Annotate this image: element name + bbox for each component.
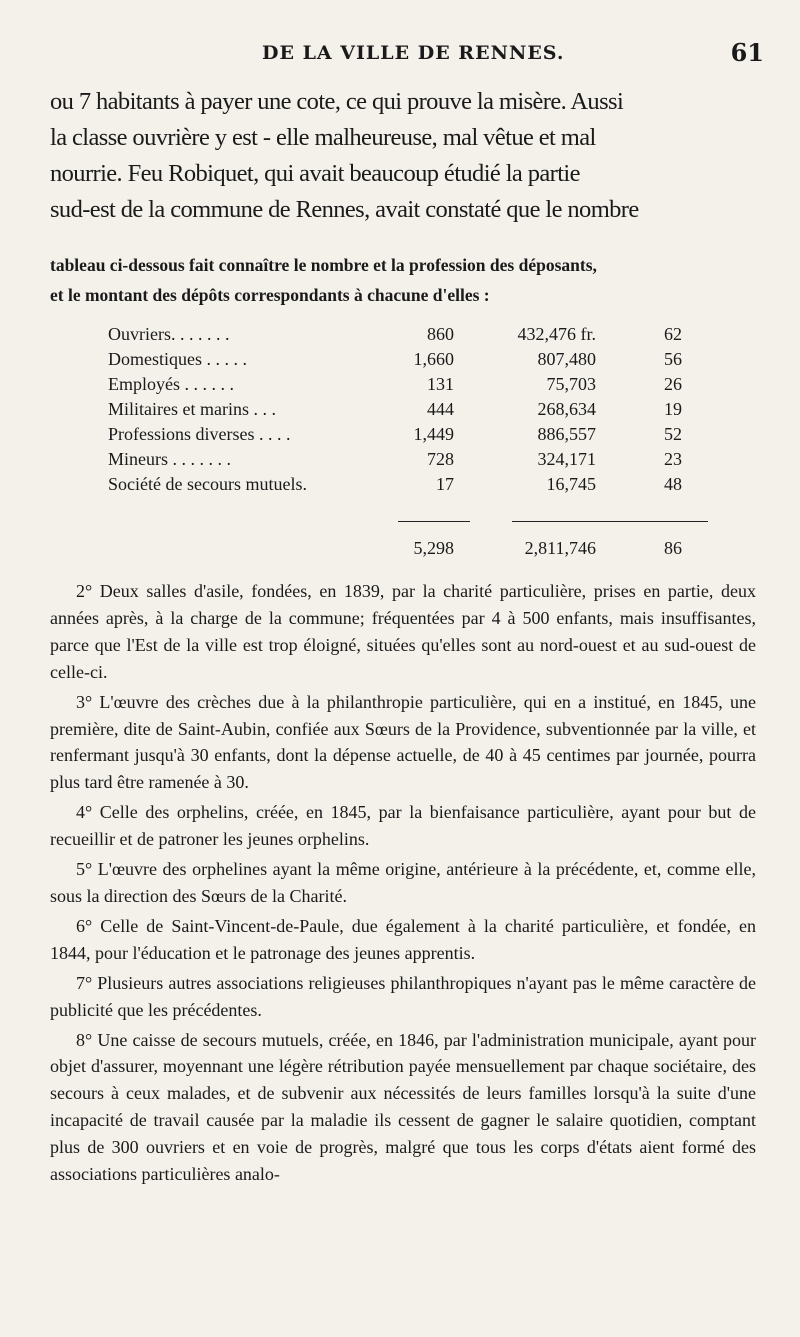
deposit-amount: 886,557 <box>537 424 596 444</box>
deposit-cents: 48 <box>664 474 682 494</box>
sum-rule <box>512 521 708 522</box>
deposit-amount: 16,745 <box>546 474 596 494</box>
paragraph: 3° L'œuvre des crèches due à la philanthropie particulière, qui en a institué, en 1845, une première, dite de Saint-Aubin, confiée aux Sœurs de la Providence, subventionnée par la ville, et renfermant jusqu'à 30 enfants, dont la dépense actuelle, de 40 à 45 centimes par journée, pourra plus tard être ramenée à 30. <box>50 691 756 793</box>
sum-rule <box>398 521 470 522</box>
paragraph: 7° Plusieurs autres associations religieuses philanthropiques n'ayant pas le même caractère de publicité que les précédentes. <box>50 972 756 1020</box>
total-cents: 86 <box>664 538 682 558</box>
deposit-amount: 807,480 <box>537 349 596 369</box>
profession-label: Professions diverses . . . . <box>108 424 291 444</box>
depositor-count: 1,449 <box>413 424 454 444</box>
text-line: sud-est de la commune de Rennes, avait constaté que le nombre <box>50 196 639 223</box>
deposit-amount: 75,703 <box>546 374 596 394</box>
deposit-cents: 52 <box>664 424 682 444</box>
profession-label: Militaires et marins . . . <box>108 399 276 419</box>
page-number: 61 <box>730 38 764 67</box>
profession-label: Mineurs . . . . . . . <box>108 449 231 469</box>
depositor-count: 728 <box>427 449 454 469</box>
text-line: ou 7 habitants à payer une cote, ce qui prouve la misère. Aussi <box>50 88 624 115</box>
table-total-row <box>0 538 800 563</box>
deposit-cents: 23 <box>664 449 682 469</box>
paragraph: 5° L'œuvre des orphelines ayant la même origine, antérieure à la précédente, et, comme elle, sous la direction des Sœurs de la Charité. <box>50 859 756 906</box>
table-row <box>0 449 800 474</box>
depositor-count: 17 <box>436 474 454 494</box>
deposit-cents: 62 <box>664 324 682 344</box>
deposits-table <box>0 324 800 499</box>
table-row <box>0 324 800 349</box>
paragraph: 4° Celle des orphelins, créée, en 1845, par la bienfaisance particulière, ayant pour but de recueillir et de patroner les jeunes orphelins. <box>50 802 756 850</box>
page-header <box>0 36 800 76</box>
table-row <box>0 374 800 399</box>
table-intro <box>50 250 754 310</box>
deposit-cents: 26 <box>664 374 682 394</box>
large-text-block <box>50 84 754 228</box>
paragraph: 2° Deux salles d'asile, fondées, en 1839, par la charité particulière, prises en partie, deux années après, à la charge de la commune; fréquentées par 4 à 500 enfants, mais insuffisantes, parce que l'Est de la ville est trop éloigné, situées qu'elles sont au nord-ouest et au sud-ouest de celle-ci. <box>50 581 756 682</box>
total-amount: 2,811,746 <box>524 538 596 558</box>
text-line: nourrie. Feu Robiquet, qui avait beaucoup étudié la partie <box>50 160 580 187</box>
deposit-cents: 19 <box>664 399 682 419</box>
table-row <box>0 399 800 424</box>
profession-label: Domestiques . . . . . <box>108 349 247 369</box>
deposit-amount: 432,476 fr. <box>517 324 596 344</box>
table-row <box>0 424 800 449</box>
table-row <box>0 474 800 499</box>
total-count: 5,298 <box>413 538 454 558</box>
running-title: DE LA VILLE DE RENNES. <box>262 42 565 64</box>
table-row <box>0 349 800 374</box>
depositor-count: 1,660 <box>413 349 454 369</box>
depositor-count: 860 <box>427 324 454 344</box>
paragraph: 8° Une caisse de secours mutuels, créée, en 1846, par l'administration municipale, ayant pour objet d'assurer, moyennant une légère rétribution payée mensuellement par chaque sociétaire, des secours à ceux malades, et de subvenir aux nécessités de leurs familles lorsqu'à la suite d'une incapacité de travail causée par la maladie ils cessent de gagner le salaire quotidien, comptant plus de 300 ouvriers et en voie de progrès, malgré que tous les corps d'états aient formé des associations particulières analo- <box>50 1029 756 1185</box>
deposit-amount: 324,171 <box>537 449 596 469</box>
profession-label: Ouvriers. . . . . . . <box>108 324 230 344</box>
text-line: la classe ouvrière y est - elle malheureuse, mal vêtue et mal <box>50 124 596 151</box>
paragraph: 6° Celle de Saint-Vincent-de-Paule, due également à la charité particulière, et fondée, en 1844, pour l'éducation et le patronage des jeunes apprentis. <box>50 915 756 963</box>
profession-label: Employés . . . . . . <box>108 374 234 394</box>
depositor-count: 131 <box>427 374 454 394</box>
deposit-cents: 56 <box>664 349 682 369</box>
depositor-count: 444 <box>427 399 454 419</box>
text-line: et le montant des dépôts correspondants à chacune d'elles : <box>50 285 490 305</box>
profession-label: Société de secours mutuels. <box>108 474 307 494</box>
deposit-amount: 268,634 <box>537 399 596 419</box>
text-line: tableau ci-dessous fait connaître le nombre et la profession des déposants, <box>50 255 597 275</box>
body-text <box>50 578 756 1191</box>
